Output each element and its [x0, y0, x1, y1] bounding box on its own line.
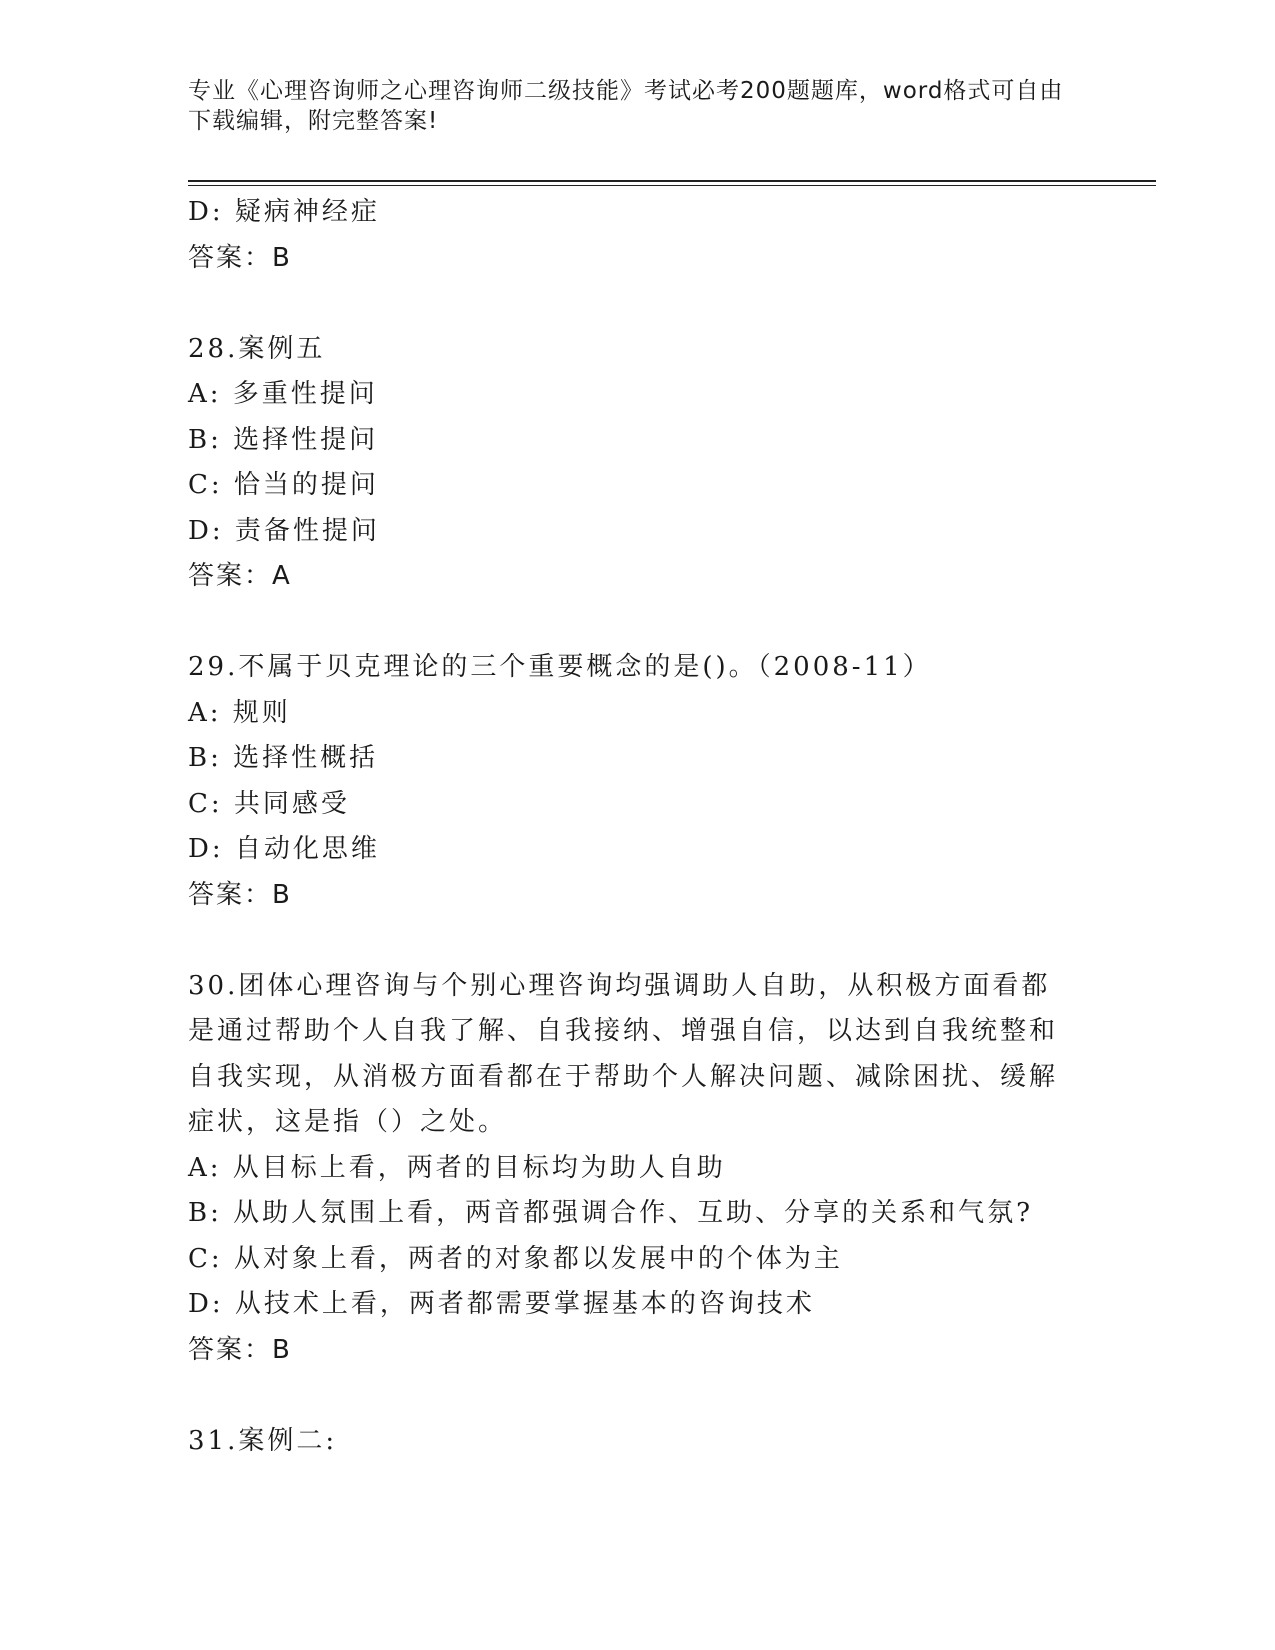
- header-rule-secondary: [188, 185, 1156, 186]
- option-a: A: 规则: [188, 697, 291, 728]
- document-header: 专业《心理咨询师之心理咨询师二级技能》考试必考200题题库，word格式可自由下载编辑，附完整答案!: [188, 78, 1064, 134]
- option-b: B: 选择性概括: [188, 743, 379, 773]
- option-a: A: 多重性提问: [188, 379, 378, 409]
- option-d: D: 从技术上看，两者都需要掌握基本的咨询技术: [188, 1289, 815, 1319]
- answer-line: 答案：B: [188, 242, 292, 273]
- option-c: C: 恰当的提问: [188, 470, 379, 500]
- option-c: C: 从对象上看，两者的对象都以发展中的个体为主: [188, 1243, 843, 1274]
- option-b: B: 选择性提问: [188, 424, 379, 455]
- option-d: D: 自动化思维: [188, 834, 380, 864]
- header-rule: [188, 180, 1156, 182]
- option-c: C: 共同感受: [188, 788, 350, 819]
- answer-line: 答案：B: [188, 1334, 292, 1365]
- question-28-stem: 28.案例五: [188, 333, 326, 364]
- option-b: B: 从助人氛围上看，两音都强调合作、互助、分享的关系和气氛?: [188, 1198, 1034, 1228]
- question-31-stem: 31.案例二:: [188, 1425, 338, 1456]
- question-30-stem: 30.团体心理咨询与个别心理咨询均强调助人自助，从积极方面看都是通过帮助个人自我了解、自我接纳、增强自信，以达到自我统整和自我实现，从消极方面看都在于帮助个人解决问题、减除困扰、缓解症状，这是指（）之处。: [188, 970, 1059, 1137]
- question-list: [188, 190, 1088, 1464]
- answer-line: 答案：B: [188, 879, 292, 910]
- answer-line: 答案：A: [188, 561, 292, 591]
- option-d: D: 疑病神经症: [188, 197, 380, 227]
- option-d: D: 责备性提问: [188, 515, 380, 546]
- option-a: A: 从目标上看，两者的目标均为助人自助: [188, 1152, 726, 1183]
- question-29-stem: 29.不属于贝克理论的三个重要概念的是()。（2008-11）: [188, 652, 932, 682]
